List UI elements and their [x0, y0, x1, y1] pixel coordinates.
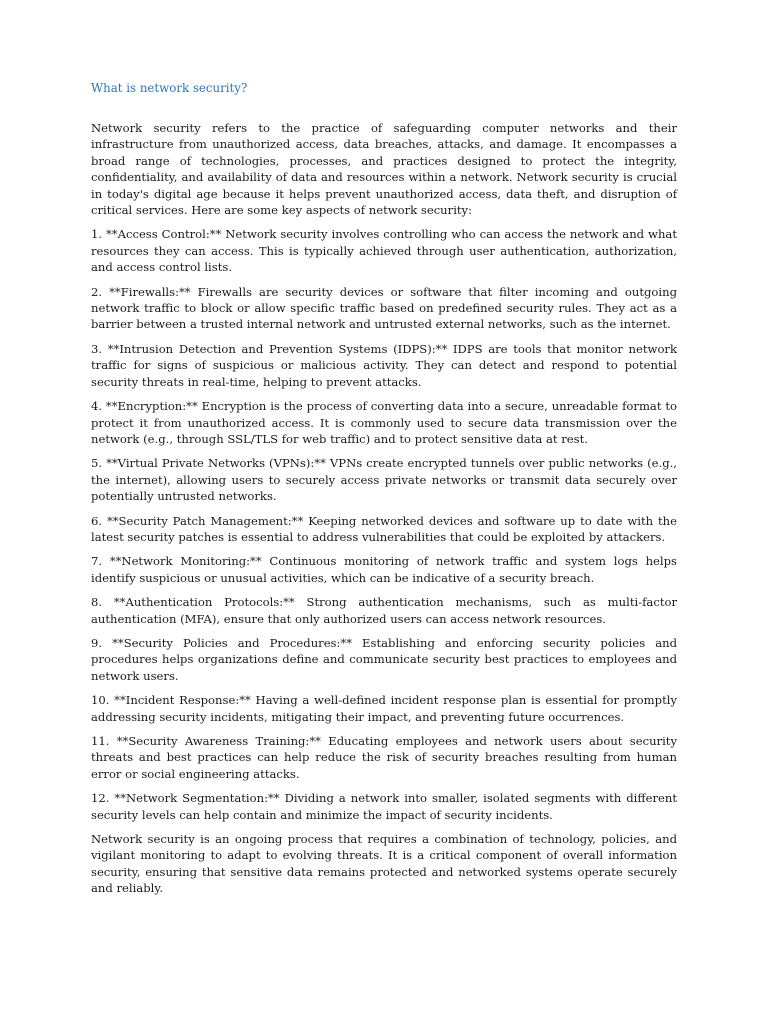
list-item-12: 12. **Network Segmentation:** Dividing a network into smaller, isolated segments with different security levels can help contain and minimize the impact of security incidents.	[91, 791, 677, 822]
list-item-3: 3. **Intrusion Detection and Prevention Systems (IDPS):** IDPS are tools that monitor network traffic for signs of suspicious or malicious activity. They can detect and respond to potential security threats in real-time, helping to prevent attacks.	[91, 341, 677, 389]
list-item-4: 4. **Encryption:** Encryption is the process of converting data into a secure, unreadable format to protect it from unauthorized access. It is commonly used to secure data transmission over the network (e.g., through SSL/TLS for web traffic) and to protect sensitive data at rest.	[91, 399, 677, 446]
list-item-10: 10. **Incident Response:** Having a well-defined incident response plan is essential for promptly addressing security incidents, mitigating their impact, and preventing future occurrences.	[91, 693, 677, 724]
list-item-8: 8. **Authentication Protocols:** Strong authentication mechanisms, such as multi-factor authentication (MFA), ensure that only authorized users can access network resources.	[91, 595, 677, 626]
conclusion-paragraph: Network security is an ongoing process that requires a combination of technology, policies, and vigilant monitoring to adapt to evolving threats. It is a critical component of overall information security, ensuring that sensitive data remains protected and networked systems operate securely and reliably.	[91, 832, 677, 896]
list-item-7: 7. **Network Monitoring:** Continuous monitoring of network traffic and system logs helps identify suspicious or unusual activities, which can be indicative of a security breach.	[91, 554, 677, 585]
list-item-9: 9. **Security Policies and Procedures:** Establishing and enforcing security policies and procedures helps organizations define and communicate security best practices to employees and network users.	[91, 635, 677, 683]
list-item-6: 6. **Security Patch Management:** Keeping networked devices and software up to date with the latest security patches is essential to address vulnerabilities that could be exploited by attackers.	[91, 513, 677, 544]
list-item-5: 5. **Virtual Private Networks (VPNs):** VPNs create encrypted tunnels over public networks (e.g., the internet), allowing users to securely access private networks or transmit data securely over potentially untrusted networks.	[91, 456, 677, 504]
intro-paragraph: Network security refers to the practice of safeguarding computer networks and their infrastructure from unauthorized access, data breaches, attacks, and damage. It encompasses a broad range of technologies, processes, and practices designed to protect the integrity, confidentiality, and availability of data and resources within a network. Network security is crucial in today's digital age because it helps prevent unauthorized access, data theft, and disruption of critical services. Here are some key aspects of network security:	[91, 121, 677, 218]
list-item-11: 11. **Security Awareness Training:** Educating employees and network users about security threats and best practices can help reduce the risk of security breaches resulting from human error or social engineering attacks.	[91, 734, 677, 781]
document-page	[91, 80, 677, 905]
document-heading: What is network security?	[91, 81, 248, 95]
list-item-1: 1. **Access Control:** Network security involves controlling who can access the network and what resources they can access. This is typically achieved through user authentication, authorization, and access control lists.	[91, 227, 677, 275]
list-item-2: 2. **Firewalls:** Firewalls are security devices or software that filter incoming and outgoing network traffic to block or allow specific traffic based on predefined security rules. They act as a barrier between a trusted internal network and untrusted external networks, such as the internet.	[91, 284, 677, 332]
